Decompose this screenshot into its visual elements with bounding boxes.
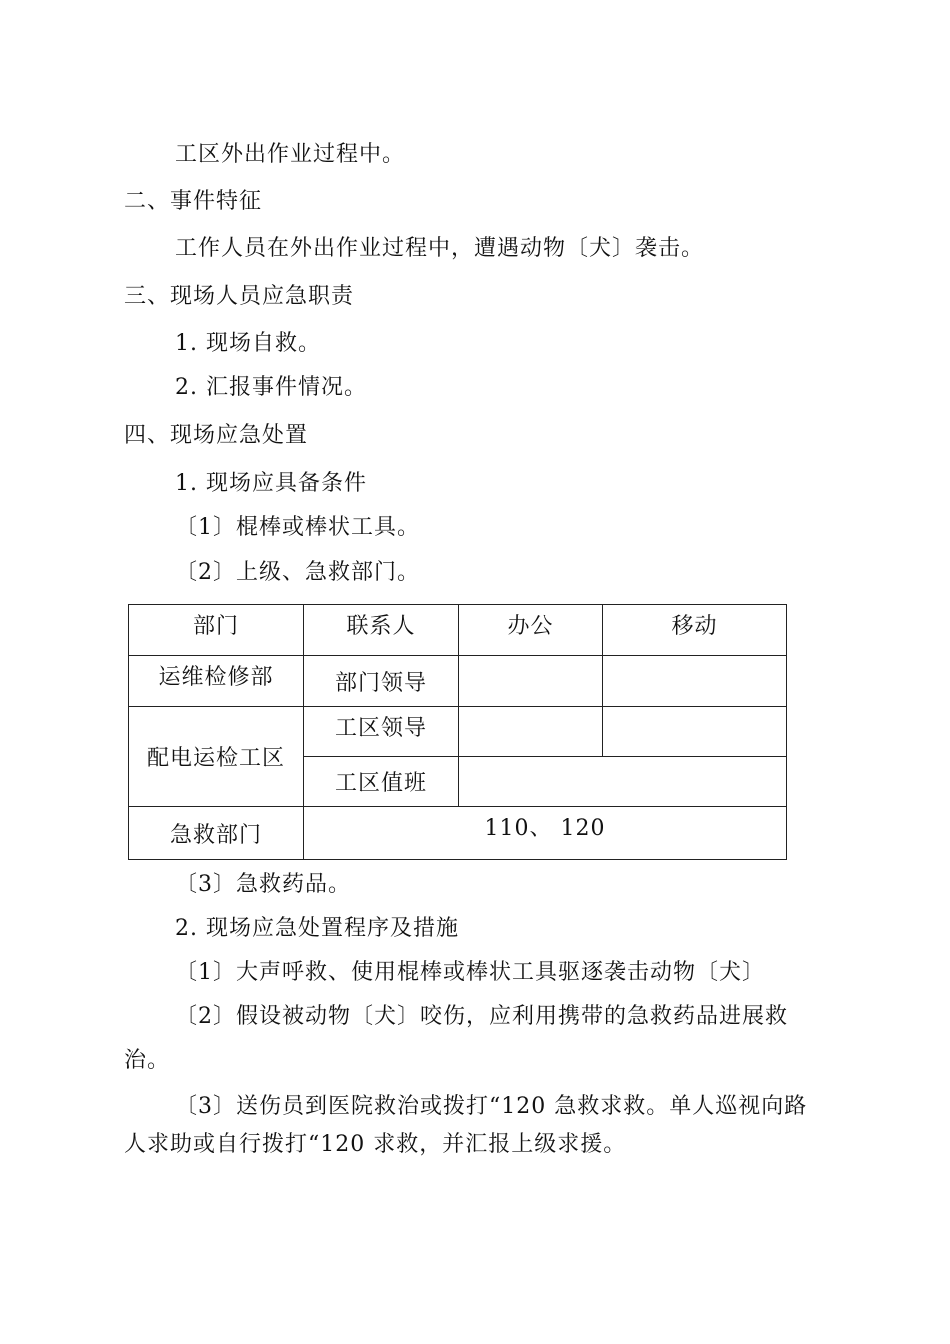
section-heading: 二、事件特征 bbox=[124, 189, 263, 214]
table-cell-contact: 工区值班 bbox=[304, 757, 459, 807]
table-cell-empty bbox=[603, 656, 787, 707]
table-header-cell: 联系人 bbox=[304, 605, 459, 656]
table-cell-empty bbox=[459, 757, 787, 807]
text-line: 工区外出作业过程中。 bbox=[175, 142, 406, 167]
list-item: 〔1〕大声呼救、使用棍棒或棒状工具驱逐袭击动物〔犬〕 bbox=[175, 960, 765, 985]
text-line: 人求助或自行拨打“120 求救，并汇报上级求援。 bbox=[124, 1132, 627, 1157]
table-header-cell: 移动 bbox=[603, 605, 787, 656]
table-header-cell: 办公 bbox=[459, 605, 603, 656]
list-item: 〔1〕棍棒或棒状工具。 bbox=[175, 515, 420, 540]
list-item: 〔3〕急救药品。 bbox=[175, 872, 351, 897]
text-line: 治。 bbox=[124, 1048, 171, 1073]
list-item: 〔2〕假设被动物〔犬〕咬伤，应利用携带的急救药品进展救 bbox=[175, 1004, 788, 1029]
table-cell-dept: 急救部门 bbox=[129, 807, 304, 860]
list-item: 2. 汇报事件情况。 bbox=[175, 375, 367, 400]
section-heading: 四、现场应急处置 bbox=[124, 423, 309, 448]
contact-table bbox=[128, 604, 787, 860]
list-item: 1. 现场自救。 bbox=[175, 331, 321, 356]
table-cell-contact: 部门领导 bbox=[304, 656, 459, 707]
list-item: 1. 现场应具备条件 bbox=[175, 471, 367, 496]
table-cell-dept: 运维检修部 bbox=[129, 656, 304, 707]
list-item: 〔2〕上级、急救部门。 bbox=[175, 560, 420, 585]
table-cell-empty bbox=[459, 707, 603, 757]
table-cell-empty bbox=[459, 656, 603, 707]
table-cell-phone: 110、 120 bbox=[304, 807, 787, 860]
table-cell-contact: 工区领导 bbox=[304, 707, 459, 757]
table-header-cell: 部门 bbox=[129, 605, 304, 656]
section-heading: 三、现场人员应急职责 bbox=[124, 284, 355, 309]
table-cell-dept: 配电运检工区 bbox=[129, 707, 304, 807]
text-line: 工作人员在外出作业过程中，遭遇动物〔犬〕袭击。 bbox=[175, 236, 705, 261]
table-cell-empty bbox=[603, 707, 787, 757]
list-item: 〔3〕送伤员到医院救治或拨打“120 急救求救。单人巡视向路 bbox=[175, 1094, 808, 1119]
list-item: 2. 现场应急处置程序及措施 bbox=[175, 916, 459, 941]
